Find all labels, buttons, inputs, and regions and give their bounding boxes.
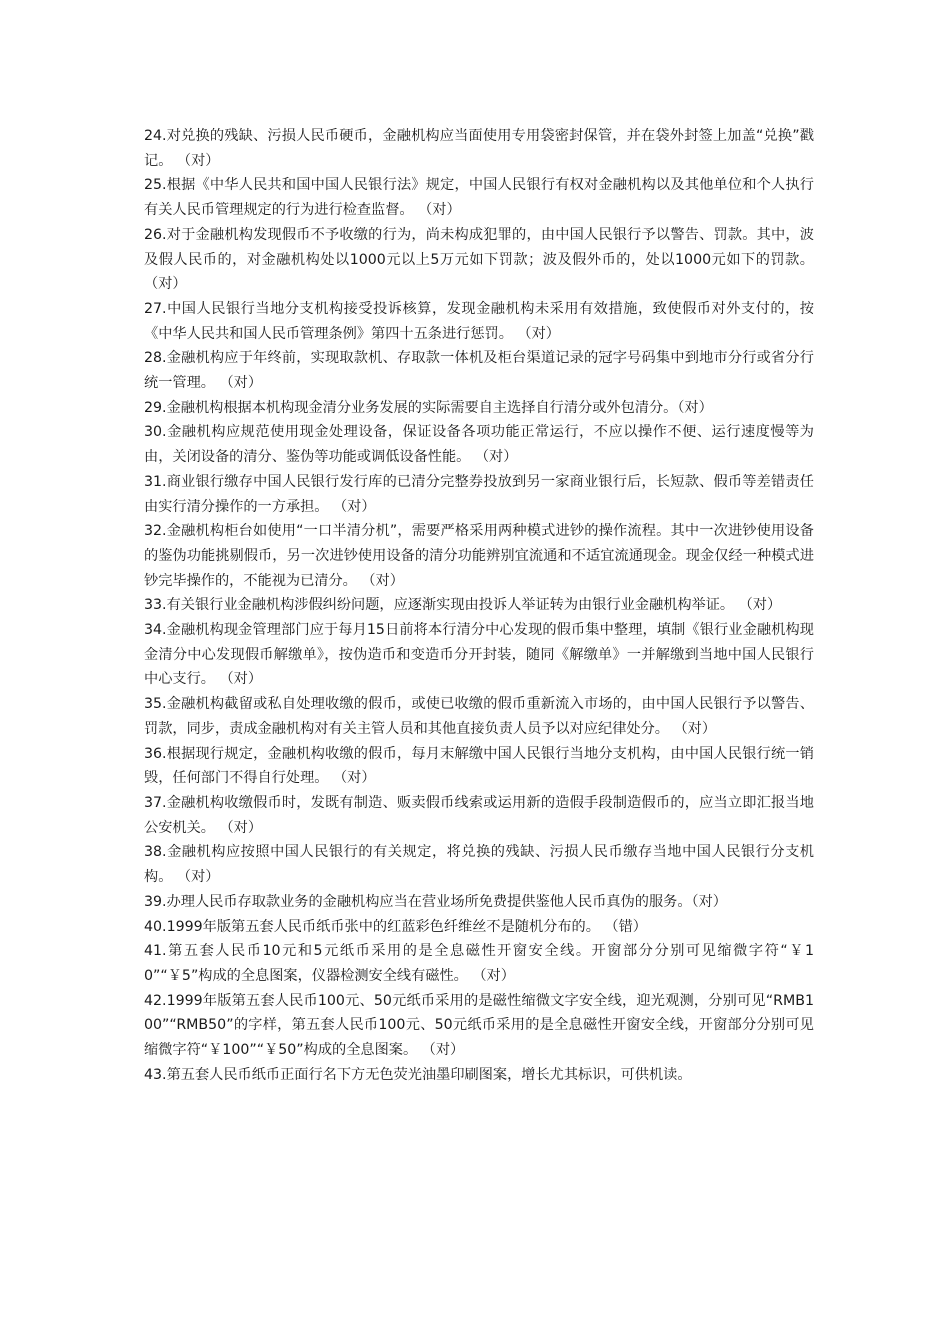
question-27: 27.中国人民银行当地分支机构接受投诉核算，发现金融机构未采用有效措施，致使假币对外支付的，按《中华人民共和国人民币管理条例》第四十五条进行惩罚。 （对） — [144, 300, 814, 342]
question-31: 31.商业银行缴存中国人民银行发行库的已清分完整券投放到另一家商业银行后，长短款、假币等差错责任由实行清分操作的一方承担。 （对） — [144, 473, 814, 515]
question-34: 34.金融机构现金管理部门应于每月15日前将本行清分中心发现的假币集中整理，填制《银行业金融机构现金清分中心发现假币解缴单》，按伪造币和变造币分开封装，随同《解缴单》一并解缴到当地中国人民银行中心支行。 （对） — [144, 622, 814, 688]
question-24: 24.对兑换的残缺、污损人民币硬币，金融机构应当面使用专用袋密封保管，并在袋外封签上加盖“兑换”戳记。 （对） — [144, 128, 814, 169]
question-33: 33.有关银行业金融机构涉假纠纷问题，应逐渐实现由投诉人举证转为由银行业金融机构举证。 （对） — [144, 597, 782, 614]
question-37: 37.金融机构收缴假币时，发既有制造、贩卖假币线索或运用新的造假手段制造假币的，应当立即汇报当地公安机关。 （对） — [144, 794, 814, 836]
question-38: 38.金融机构应按照中国人民银行的有关规定，将兑换的残缺、污损人民币缴存当地中国人民银行分支机构。 （对） — [144, 844, 814, 886]
question-26: 26.对于金融机构发现假币不予收缴的行为，尚未构成犯罪的，由中国人民银行予以警告、罚款。其中，波及假人民币的，对金融机构处以1000元以上5万元如下罚款；波及假外币的，处以1000元如下的罚款。 （对） — [144, 226, 814, 293]
question-28: 28.金融机构应于年终前，实现取款机、存取款一体机及柜台渠道记录的冠字号码集中到地市分行或省分行统一管理。 （对） — [144, 350, 814, 392]
question-41: 41.第五套人民币10元和5元纸币采用的是全息磁性开窗安全线。开窗部分分别可见缩微字符“￥10”“￥5”构成的全息图案，仪器检测安全线有磁性。 （对） — [144, 943, 814, 984]
question-40: 40.1999年版第五套人民币纸币张中的红蓝彩色纤维丝不是随机分布的。 （错） — [144, 918, 647, 935]
question-30: 30.金融机构应规范使用现金处理设备，保证设备各项功能正常运行，不应以操作不便、运行速度慢等为由，关闭设备的清分、鉴伪等功能或调低设备性能。 （对） — [144, 424, 814, 466]
question-39: 39.办理人民币存取款业务的金融机构应当在营业场所免费提供鉴他人民币真伪的服务。（对） — [144, 893, 727, 910]
question-43: 43.第五套人民币纸币正面行名下方无色荧光油墨印刷图案，增长尤其标识，可供机读。 — [144, 1066, 692, 1083]
question-35: 35.金融机构截留或私自处理收缴的假币，或使已收缴的假币重新流入市场的，由中国人民银行予以警告、罚款，同步，责成金融机构对有关主管人员和其他直接负责人员予以对应纪律处分。 （对） — [144, 696, 814, 737]
question-29: 29.金融机构根据本机构现金清分业务发展的实际需要自主选择自行清分或外包清分。（对） — [144, 399, 713, 416]
question-32: 32.金融机构柜台如使用“一口半清分机”，需要严格采用两种模式进钞的操作流程。其中一次进钞使用设备的鉴伪功能挑剔假币，另一次进钞使用设备的清分功能辨别宜流通和不适宜流通现金。现金仅经一种模式进钞完毕操作的，不能视为已清分。 （对） — [144, 523, 814, 589]
question-36: 36.根据现行规定，金融机构收缴的假币，每月末解缴中国人民银行当地分支机构，由中国人民银行统一销毁，任何部门不得自行处理。 （对） — [144, 745, 814, 787]
document-body — [144, 124, 814, 1087]
question-42: 42.1999年版第五套人民币100元、50元纸币采用的是磁性缩微文字安全线，迎光观测，分别可见“RMB100”“RMB50”的字样，第五套人民币100元、50元纸币采用的是全息磁性开窗安全线，开窗部分分别可见缩微字符“￥100”“￥50”构成的全息图案。 （对） — [144, 992, 814, 1059]
question-25: 25.根据《中华人民共和国中国人民银行法》规定，中国人民银行有权对金融机构以及其他单位和个人执行有关人民币管理规定的行为进行检查监督。 （对） — [144, 177, 814, 219]
